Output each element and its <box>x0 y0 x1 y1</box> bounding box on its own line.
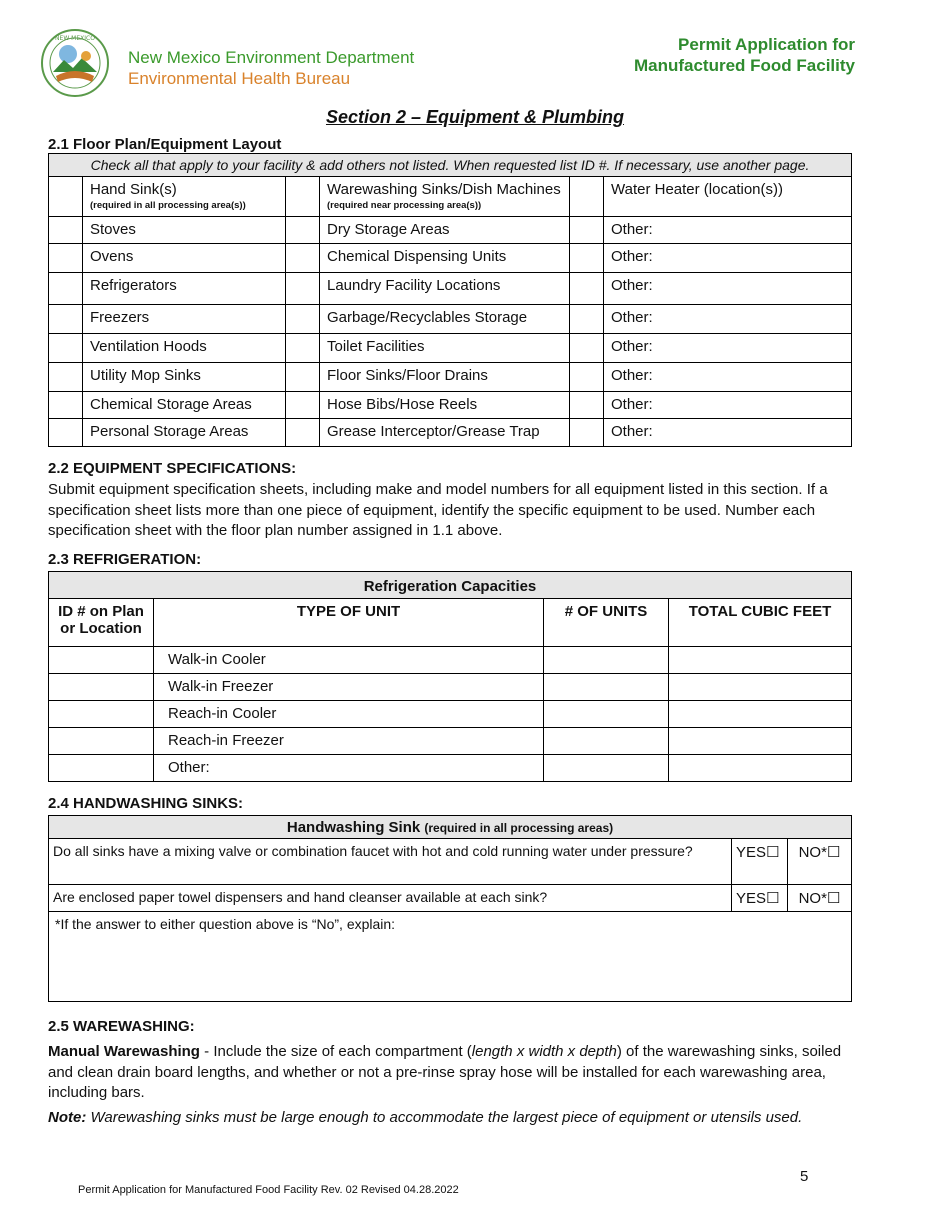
floor-plan-banner: Check all that apply to your facility & add others not listed. When requested list ID #. If necessary, use another page. <box>49 154 852 177</box>
section-title: Section 2 – Equipment & Plumbing <box>325 107 625 127</box>
table-row <box>49 334 852 363</box>
checkbox-cell[interactable] <box>49 305 83 334</box>
table-row <box>49 674 852 701</box>
item-label: Garbage/Recyclables Storage <box>320 305 570 334</box>
unit-type: Walk-in Freezer <box>154 674 544 701</box>
no-checkbox[interactable]: NO*☐ <box>788 885 852 912</box>
item-label: Ovens <box>83 244 286 273</box>
warewashing-heading: 2.5 WAREWASHING: <box>48 1018 195 1035</box>
checkbox-cell[interactable] <box>49 273 83 305</box>
checkbox-cell[interactable] <box>286 419 320 447</box>
item-label: Toilet Facilities <box>320 334 570 363</box>
form-title-line1: Permit Application for <box>678 35 855 54</box>
col-units: # OF UNITS <box>544 599 669 647</box>
checkbox-cell[interactable] <box>286 244 320 273</box>
floor-plan-table <box>48 153 852 447</box>
item-label: Stoves <box>83 217 286 244</box>
nmed-logo <box>40 28 110 98</box>
table-row <box>49 701 852 728</box>
item-note: (required in all processing area(s)) <box>90 200 246 211</box>
units-cell[interactable] <box>544 728 669 755</box>
svg-text:NEW MEXICO: NEW MEXICO <box>55 35 95 42</box>
checkbox-cell[interactable] <box>49 419 83 447</box>
checkbox-cell[interactable] <box>570 244 604 273</box>
id-cell[interactable] <box>49 728 154 755</box>
checkbox-cell[interactable] <box>570 273 604 305</box>
handwashing-caption-note: (required in all processing areas) <box>424 821 614 835</box>
unit-type: Reach-in Cooler <box>154 701 544 728</box>
checkbox-cell[interactable] <box>570 305 604 334</box>
handwashing-heading: 2.4 HANDWASHING SINKS: <box>48 795 244 812</box>
item-label: Refrigerators <box>83 273 286 305</box>
refrigeration-heading: 2.3 REFRIGERATION: <box>48 551 202 568</box>
units-cell[interactable] <box>544 755 669 782</box>
checkbox-cell[interactable] <box>286 392 320 419</box>
yes-checkbox[interactable]: YES☐ <box>732 839 788 885</box>
footer-text: Permit Application for Manufactured Food Facility Rev. 02 Revised 04.28.2022 <box>78 1184 459 1196</box>
cubic-cell[interactable] <box>669 701 852 728</box>
refrigeration-table <box>48 571 852 782</box>
handwashing-table <box>48 815 852 1002</box>
item-label: Utility Mop Sinks <box>83 363 286 392</box>
table-row <box>49 244 852 273</box>
cubic-cell[interactable] <box>669 674 852 701</box>
form-title <box>634 34 855 76</box>
item-label: Other: <box>604 305 852 334</box>
cubic-cell[interactable] <box>669 755 852 782</box>
handwashing-caption: Handwashing Sink <box>286 819 421 836</box>
checkbox-cell[interactable] <box>286 334 320 363</box>
item-label: Freezers <box>83 305 286 334</box>
warewashing-lead: Manual Warewashing <box>48 1043 200 1060</box>
item-label: Other: <box>604 392 852 419</box>
table-row <box>49 728 852 755</box>
item-note: (required near processing area(s)) <box>327 200 482 211</box>
checkbox-cell[interactable] <box>286 305 320 334</box>
checkbox-cell[interactable] <box>49 392 83 419</box>
item-label: Hand Sink(s) <box>90 181 177 198</box>
table-row <box>49 392 852 419</box>
item-label: Other: <box>604 217 852 244</box>
id-cell[interactable] <box>49 647 154 674</box>
col-id: ID # on Plan or Location <box>49 599 154 647</box>
form-title-line2: Manufactured Food Facility <box>633 56 855 75</box>
table-row <box>49 363 852 392</box>
table-row <box>49 177 852 217</box>
item-label: Hose Bibs/Hose Reels <box>320 392 570 419</box>
yes-checkbox[interactable]: YES☐ <box>732 885 788 912</box>
item-label: Other: <box>604 273 852 305</box>
col-cubic: TOTAL CUBIC FEET <box>669 599 852 647</box>
units-cell[interactable] <box>544 701 669 728</box>
item-label: Chemical Dispensing Units <box>320 244 570 273</box>
checkbox-cell[interactable] <box>570 334 604 363</box>
checkbox-cell[interactable] <box>570 363 604 392</box>
id-cell[interactable] <box>49 755 154 782</box>
explain-field[interactable]: *If the answer to either question above is “No”, explain: <box>49 912 852 1002</box>
no-checkbox[interactable]: NO*☐ <box>788 839 852 885</box>
item-label: Laundry Facility Locations <box>320 273 570 305</box>
bureau-name: Environmental Health Bureau <box>128 69 351 88</box>
id-cell[interactable] <box>49 701 154 728</box>
unit-type: Walk-in Cooler <box>154 647 544 674</box>
table-row <box>49 839 852 885</box>
checkbox-cell[interactable] <box>570 419 604 447</box>
question-text: Are enclosed paper towel dispensers and hand cleanser available at each sink? <box>49 885 732 912</box>
equipment-specs-heading: 2.2 EQUIPMENT SPECIFICATIONS: <box>48 460 297 477</box>
id-cell[interactable] <box>49 674 154 701</box>
page-header <box>40 28 855 98</box>
item-label: Other: <box>604 334 852 363</box>
item-label: Warewashing Sinks/Dish Machines <box>327 181 561 198</box>
item-label: Grease Interceptor/Grease Trap <box>320 419 570 447</box>
item-label: Floor Sinks/Floor Drains <box>320 363 570 392</box>
checkbox-cell[interactable] <box>286 217 320 244</box>
warewashing-text: Manual Warewashing - Include the size of each compartment (length x width x depth) of the warewashing sinks, soiled and clean drain board lengths, and whether or not a pre-rinse spray hose will be installed for each warewashing area, including bars. <box>48 1043 842 1101</box>
item-label: Other: <box>604 419 852 447</box>
equipment-specs-text: Submit equipment specification sheets, including make and model numbers for all equipment listed in this section. If a specification sheet lists more than one piece of equipment, identify the specific equipment to be used. Number each specification sheet with the floor plan number assigned in 1.1 above. <box>48 481 828 539</box>
table-row <box>49 647 852 674</box>
item-label: Dry Storage Areas <box>320 217 570 244</box>
item-label: Other: <box>604 363 852 392</box>
table-row <box>49 755 852 782</box>
units-cell[interactable] <box>544 674 669 701</box>
refrigeration-caption: Refrigeration Capacities <box>363 578 537 595</box>
checkbox-cell[interactable] <box>49 217 83 244</box>
checkbox-cell[interactable] <box>570 392 604 419</box>
table-row <box>49 305 852 334</box>
item-label: Ventilation Hoods <box>83 334 286 363</box>
cubic-cell[interactable] <box>669 728 852 755</box>
item-label: Other: <box>604 244 852 273</box>
units-cell[interactable] <box>544 647 669 674</box>
unit-type: Reach-in Freezer <box>154 728 544 755</box>
checkbox-cell[interactable] <box>49 334 83 363</box>
checkbox-cell[interactable] <box>286 363 320 392</box>
org-name: New Mexico Environment Department <box>128 48 415 67</box>
checkbox-cell[interactable] <box>49 244 83 273</box>
checkbox-cell[interactable] <box>570 177 604 217</box>
item-label: Water Heater (location(s)) <box>604 177 852 217</box>
unit-type: Other: <box>154 755 544 782</box>
table-row <box>49 419 852 447</box>
note-label: Note: <box>48 1109 87 1126</box>
table-row <box>49 217 852 244</box>
table-row <box>49 885 852 912</box>
checkbox-cell[interactable] <box>49 177 83 217</box>
item-label: Chemical Storage Areas <box>83 392 286 419</box>
cubic-cell[interactable] <box>669 647 852 674</box>
floor-plan-heading: 2.1 Floor Plan/Equipment Layout <box>48 136 282 153</box>
warewashing-note: Note: Warewashing sinks must be large enough to accommodate the largest piece of equipment or utensils used. <box>48 1109 803 1126</box>
checkbox-cell[interactable] <box>570 217 604 244</box>
page-number: 5 <box>800 1168 809 1185</box>
question-text: Do all sinks have a mixing valve or combination faucet with hot and cold running water under pressure? <box>49 839 732 885</box>
checkbox-cell[interactable] <box>286 177 320 217</box>
checkbox-cell[interactable] <box>286 273 320 305</box>
checkbox-cell[interactable] <box>49 363 83 392</box>
table-row <box>49 273 852 305</box>
item-label: Personal Storage Areas <box>83 419 286 447</box>
col-type: TYPE OF UNIT <box>154 599 544 647</box>
